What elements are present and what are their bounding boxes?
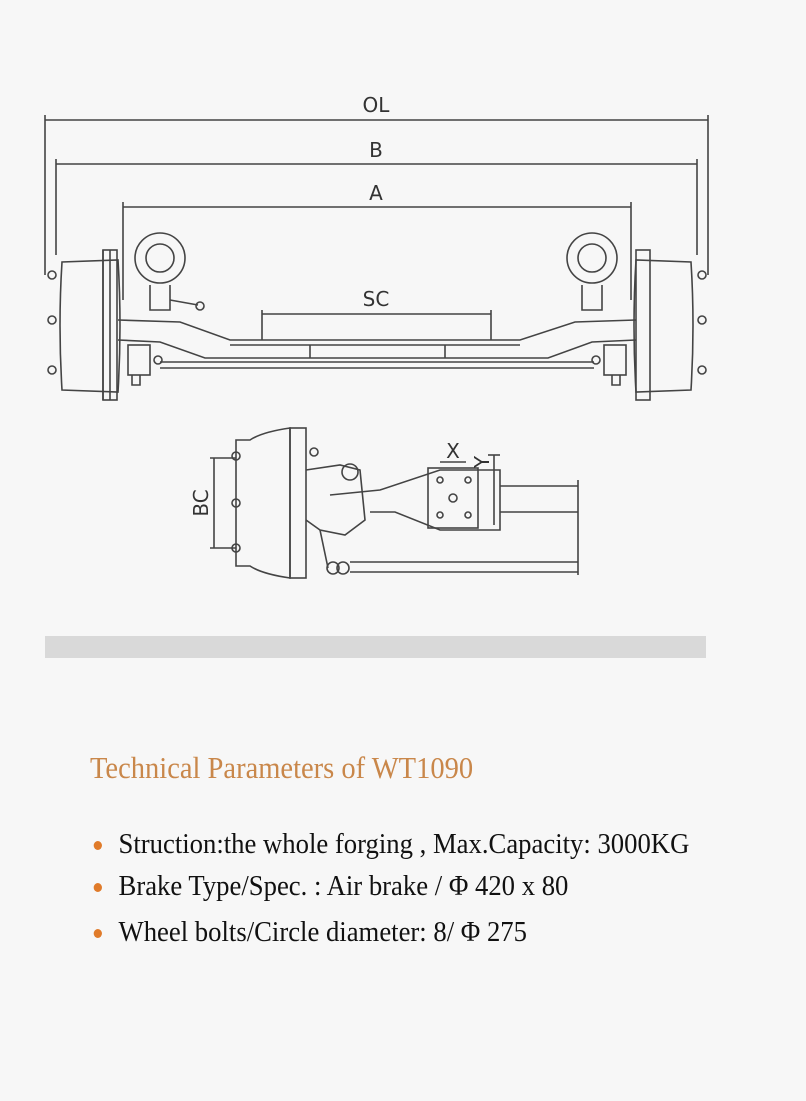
right-brake-drum	[634, 250, 706, 400]
parameter-text: Wheel bolts/Circle diameter: 8/ Φ 275	[118, 916, 527, 948]
side-view-drum	[210, 428, 318, 578]
section-divider	[45, 636, 706, 658]
label-x: X	[446, 439, 460, 463]
label-bc: BC	[189, 489, 213, 517]
parameter-list	[90, 828, 741, 949]
bullet-icon	[94, 841, 102, 850]
label-sc: SC	[362, 287, 390, 311]
axle-beam	[118, 320, 636, 385]
dimension-sc	[262, 310, 491, 340]
dimension-a	[123, 202, 631, 300]
parameter-text: Struction:the whole forging , Max.Capacity: 3000KG	[118, 828, 690, 860]
left-brake-chamber	[135, 233, 204, 310]
parameter-item	[90, 828, 689, 870]
parameter-text: Brake Type/Spec. : Air brake / Φ 420 x 80	[118, 870, 569, 902]
parameter-item	[90, 870, 689, 916]
parameter-item	[90, 916, 689, 949]
bullet-icon	[94, 883, 102, 892]
right-brake-chamber	[567, 233, 617, 310]
side-view-beam	[350, 455, 578, 575]
left-brake-drum	[48, 250, 120, 400]
label-a: A	[369, 181, 383, 205]
label-ol: OL	[362, 93, 390, 117]
label-y: Y	[470, 455, 494, 469]
section-heading: Technical Parameters of WT1090	[90, 750, 474, 785]
bullet-icon	[94, 929, 102, 938]
label-b: B	[369, 138, 383, 162]
side-view-knuckle	[306, 464, 500, 574]
